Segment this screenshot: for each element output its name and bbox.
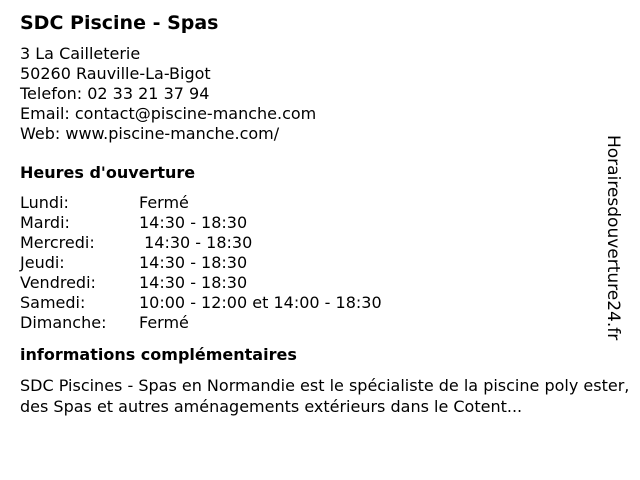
business-name: SDC Piscine - Spas [20, 12, 219, 34]
day-hours: 10:00 - 12:00 et 14:00 - 18:30 [139, 293, 382, 312]
info-description: SDC Piscines - Spas en Normandie est le spécialiste de la piscine poly ester, des Spas et autres aménagements extérieurs dans le Cotent... [20, 376, 630, 416]
hours-row-friday [20, 273, 610, 293]
day-label: Vendredi: [20, 273, 96, 292]
day-label: Dimanche: [20, 313, 107, 332]
day-hours: 14:30 - 18:30 [139, 233, 253, 252]
email-address[interactable]: contact@piscine-manche.com [74, 104, 317, 123]
day-hours: 14:30 - 18:30 [139, 253, 248, 272]
day-hours: 14:30 - 18:30 [139, 213, 248, 232]
day-hours: 14:30 - 18:30 [139, 273, 248, 292]
day-label: Mercredi: [20, 233, 95, 252]
day-label: Lundi: [20, 193, 69, 212]
web-label: Web: [20, 124, 61, 143]
day-label: Samedi: [20, 293, 86, 312]
website-link[interactable]: www.piscine-manche.com/ [65, 124, 280, 143]
phone-label: Telefon: [20, 84, 83, 103]
hours-row-monday [20, 193, 610, 213]
phone-number[interactable]: 02 33 21 37 94 [87, 84, 210, 103]
day-label: Mardi: [20, 213, 70, 232]
hours-heading: Heures d'ouverture [20, 163, 196, 182]
web-line [20, 124, 610, 144]
hours-row-tuesday [20, 213, 610, 233]
side-brand-text[interactable]: Horairesdouverture24.fr [603, 135, 623, 341]
day-label: Jeudi: [20, 253, 65, 272]
day-hours: Fermé [139, 193, 189, 212]
email-line [20, 104, 610, 124]
email-label: Email: [20, 104, 70, 123]
hours-row-thursday [20, 253, 610, 273]
phone-line [20, 84, 610, 104]
address-line-2: 50260 Rauville-La-Bigot [20, 64, 211, 83]
hours-row-sunday [20, 313, 610, 333]
address-line-1: 3 La Cailleterie [20, 44, 141, 63]
info-heading: informations complémentaires [20, 345, 297, 364]
hours-table [20, 193, 610, 333]
hours-row-saturday [20, 293, 610, 313]
day-hours: Fermé [139, 313, 189, 332]
hours-row-wednesday [20, 233, 610, 253]
